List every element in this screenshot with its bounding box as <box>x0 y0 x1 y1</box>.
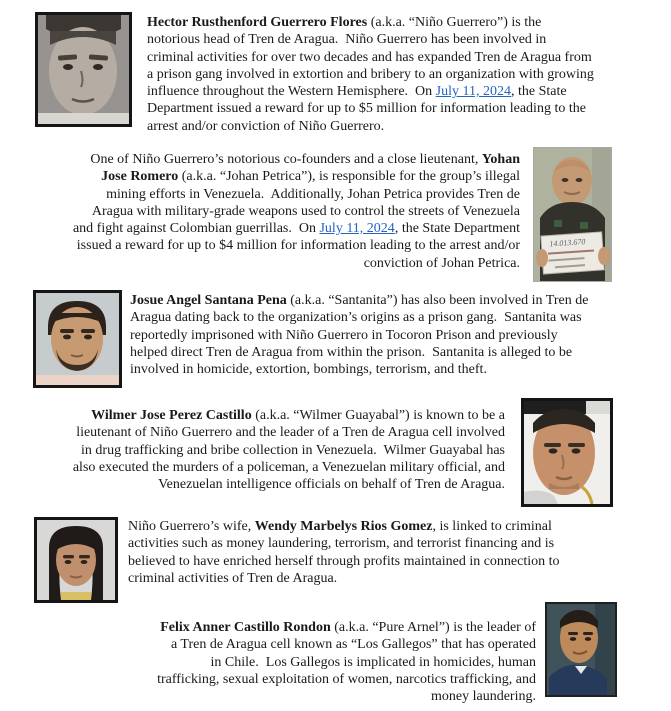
text-segment: in drug trafficking and bribe collection in Venezuela. Wilmer Guayabal has <box>81 442 505 458</box>
text-segment: , is linked to criminal <box>432 519 552 534</box>
paragraph-wilmer <box>73 407 505 493</box>
text-segment: influence throughout the Western Hemisphere. On <box>147 84 436 100</box>
text-segment: lieutenant of Niño Guerrero and the leader of a Tren de Aragua cell involved <box>76 425 505 441</box>
text-segment: involved in homicide, extortion, bombings, terrorism, and theft. <box>130 362 487 378</box>
text-line <box>157 636 536 653</box>
text-segment: One of Niño Guerrero’s notorious co-founders and a close lieutenant, <box>90 152 482 167</box>
text-segment: notorious head of Tren de Aragua. Niño Guerrero has been involved in <box>147 32 547 48</box>
text-segment: reportedly imprisoned with Niño Guerrero in Tocoron Prison and previously <box>130 327 558 343</box>
paragraph-felix <box>157 619 536 705</box>
text-segment: Venezuelan intelligence officials on behalf of Tren de Aragua. <box>158 477 505 493</box>
text-segment: a prison gang involved in extortion and bribery to an organization with growing <box>147 66 594 82</box>
text-segment: Department issued a reward for up to $5 million for information leading to the <box>147 101 586 117</box>
text-line <box>157 671 536 688</box>
text-line <box>128 518 560 535</box>
text-segment: activities such as money laundering, terrorism, and terrorist financing and is <box>128 536 555 552</box>
person-name: Wilmer Jose Perez Castillo <box>91 408 252 423</box>
paragraph-josue <box>130 292 588 378</box>
person-name: Josue Angel Santana Pena <box>130 293 287 308</box>
text-segment: in Chile. Los Gallegos is implicated in homicides, human <box>210 654 536 670</box>
text-line <box>73 442 505 459</box>
text-segment: believed to have enriched herself through profits maintained in connection to <box>128 553 560 569</box>
text-line <box>147 83 594 100</box>
text-line <box>73 168 520 185</box>
paragraph-wendy <box>128 518 560 587</box>
date-link[interactable]: July 11, 2024 <box>319 221 395 237</box>
text-line <box>73 151 520 168</box>
text-segment: Aragua with military-grade weapons used to control the streets of Venezuela <box>91 203 520 219</box>
text-segment: , the State <box>510 84 567 100</box>
text-segment: arrest and/or conviction of Niño Guerrero. <box>147 118 385 134</box>
text-segment: (a.k.a. “Wilmer Guayabal”) is known to be a <box>251 408 505 423</box>
photo-wilmer-jose-perez-castillo <box>521 398 613 507</box>
text-segment: money laundering. <box>431 689 536 705</box>
text-segment: Aragua dating back to the organization’s origins as a prison gang. Santanita was <box>130 310 582 326</box>
text-line <box>147 118 594 135</box>
text-line <box>130 344 588 361</box>
text-line <box>130 327 588 344</box>
person-name: Jose Romero <box>101 169 179 185</box>
text-line <box>147 31 594 48</box>
text-line <box>147 66 594 83</box>
person-name: Felix Anner Castillo Rondon <box>160 620 331 635</box>
text-line <box>130 292 588 309</box>
text-segment: conviction of Johan Petrica. <box>363 255 520 271</box>
text-line <box>73 424 505 441</box>
paragraph-hector <box>147 14 594 135</box>
person-name: Yohan <box>481 152 520 167</box>
photo-hector-guerrero-flores <box>35 12 132 127</box>
text-segment: criminal activities for over two decades and has expanded Tren de Aragua from <box>147 49 592 65</box>
text-segment: , the State Department <box>394 221 520 237</box>
text-segment: (a.k.a. “Niño Guerrero”) is the <box>367 15 542 30</box>
person-name: Hector Rusthenford Guerrero Flores <box>147 15 368 30</box>
text-segment: and fight against Colombian guerrillas. On <box>72 221 320 237</box>
text-line <box>73 237 520 254</box>
paragraph-yohan <box>73 151 520 272</box>
text-line <box>147 14 594 31</box>
text-line <box>73 476 505 493</box>
text-line <box>128 570 560 587</box>
text-line <box>73 186 520 203</box>
text-line <box>147 49 594 66</box>
text-segment: (a.k.a. “Pure Arnel”) is the leader of <box>330 620 536 635</box>
text-line <box>157 654 536 671</box>
photo-yohan-jose-romero <box>533 147 612 282</box>
text-line <box>128 535 560 552</box>
person-name: Wendy Marbelys Rios Gomez <box>254 519 433 534</box>
text-segment: a Tren de Aragua cell known as “Los Gallegos” that has operated <box>170 637 536 653</box>
text-line <box>130 309 588 326</box>
text-line <box>128 553 560 570</box>
text-line <box>73 459 505 476</box>
text-segment: issued a reward for up to $4 million for information leading to the arrest and/or <box>76 238 520 254</box>
photo-felix-anner-castillo-rondon <box>545 602 617 697</box>
text-line <box>73 407 505 424</box>
text-segment: (a.k.a. “Johan Petrica”), is responsible for the group’s illegal <box>178 169 520 185</box>
text-segment: trafficking, sexual exploitation of women, narcotics trafficking, and <box>157 671 536 687</box>
mugshot-sign-text: 14.013.670 <box>549 237 586 249</box>
photo-josue-angel-santana-pena <box>33 290 122 388</box>
text-segment: Niño Guerrero’s wife, <box>128 519 255 534</box>
text-line <box>73 220 520 237</box>
text-segment: mining efforts in Venezuela. Additionally, Johan Petrica provides Tren de <box>106 186 520 202</box>
text-segment: helped direct Tren de Aragua from within the prison. Santanita is alleged to be <box>130 344 573 360</box>
text-segment: also executed the murders of a policeman, a Venezuelan military official, and <box>72 459 505 475</box>
date-link[interactable]: July 11, 2024 <box>435 84 511 100</box>
text-line <box>157 688 536 705</box>
text-line <box>147 100 594 117</box>
text-line <box>157 619 536 636</box>
text-segment: criminal activities of Tren de Aragua. <box>128 570 338 586</box>
text-line <box>73 255 520 272</box>
photo-wendy-marbelys-rios-gomez <box>34 517 118 603</box>
text-segment: (a.k.a. “Santanita”) has also been involved in Tren de <box>286 293 589 308</box>
text-line <box>130 361 588 378</box>
text-line <box>73 203 520 220</box>
